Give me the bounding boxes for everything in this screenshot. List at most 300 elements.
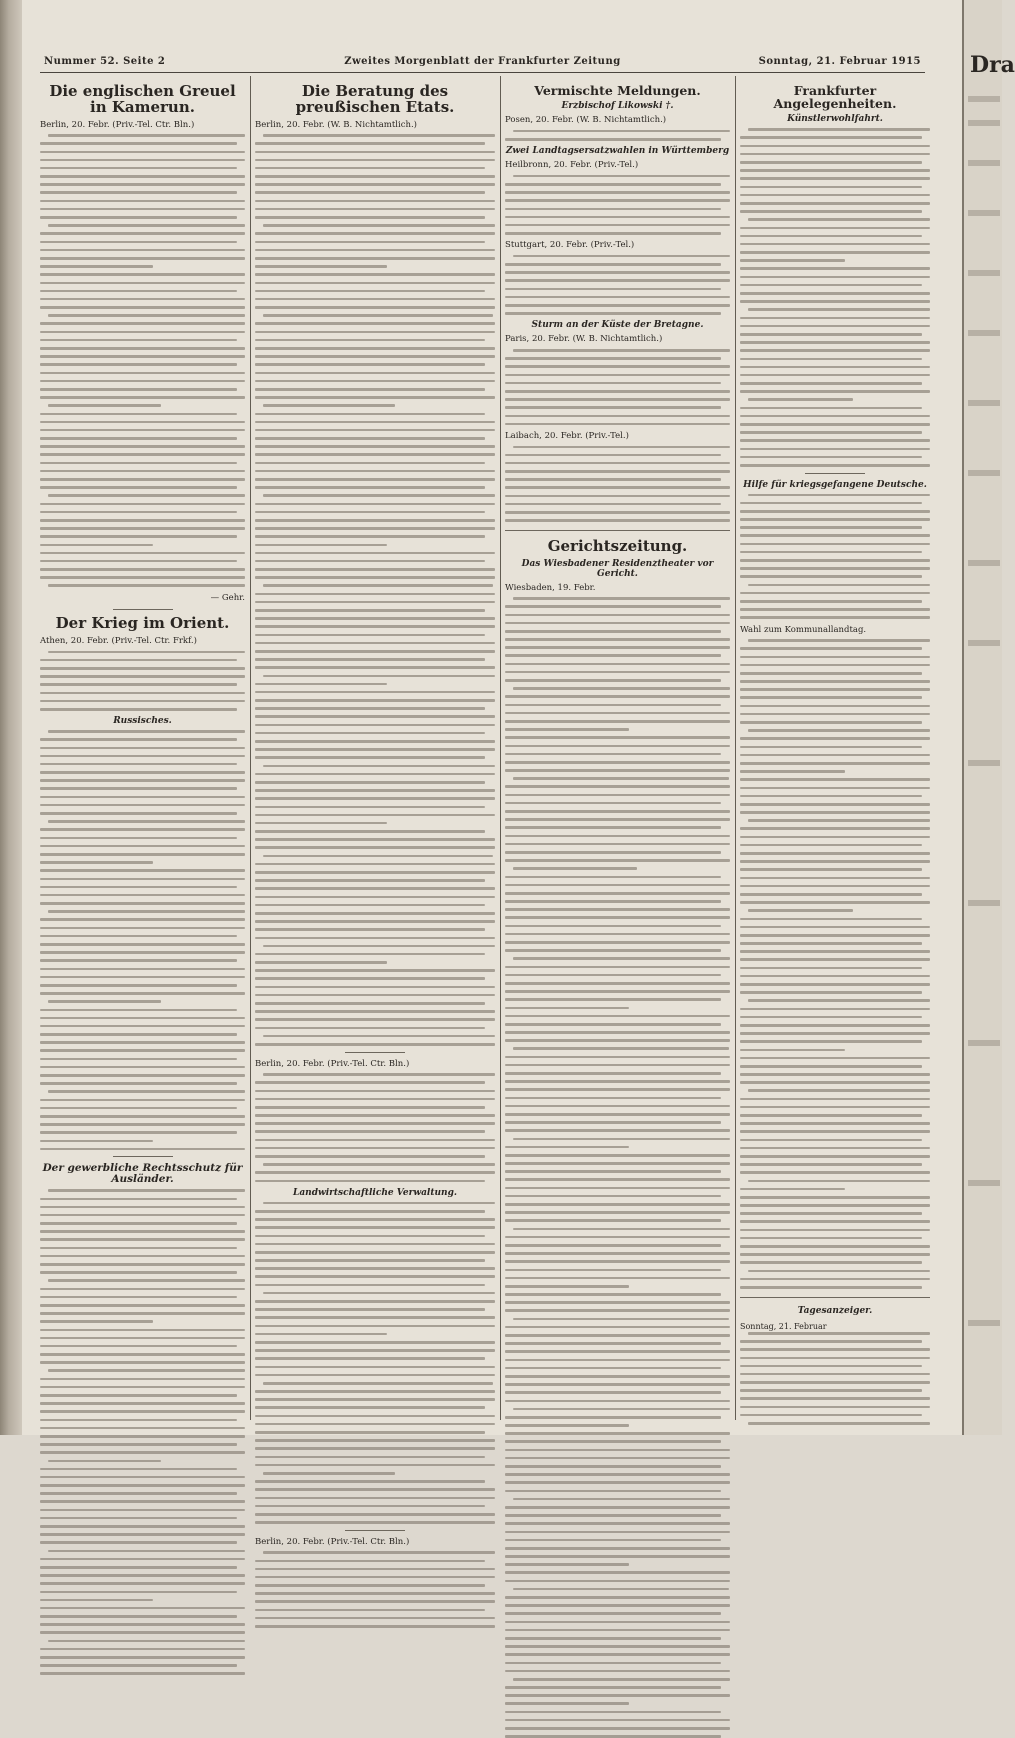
text-line [255, 175, 495, 178]
text-line [255, 1600, 495, 1603]
text-line [48, 1090, 245, 1093]
text-line [505, 990, 730, 993]
text-line [255, 151, 495, 154]
text-line [505, 810, 730, 813]
text-line [740, 616, 930, 619]
text-line [255, 355, 495, 358]
item-body [505, 446, 730, 522]
text-line [40, 659, 237, 662]
text-line [505, 1326, 730, 1329]
text-line [505, 423, 730, 426]
text-line [255, 748, 495, 751]
text-line [255, 388, 485, 391]
text-line [255, 1357, 485, 1360]
text-line [505, 679, 721, 682]
article-body [40, 1189, 245, 1675]
text-line [48, 820, 245, 823]
text-line [255, 1251, 495, 1254]
text-line [255, 298, 495, 301]
text-line [40, 1468, 237, 1471]
text-line [255, 1308, 485, 1311]
text-line [505, 974, 721, 977]
text-line [740, 333, 922, 336]
text-line [255, 1081, 485, 1084]
text-line [40, 1607, 245, 1610]
text-line [740, 827, 930, 830]
text-line [740, 448, 930, 451]
article-body [255, 1202, 495, 1524]
article-body [40, 651, 245, 711]
text-line [513, 349, 730, 352]
text-line [40, 1672, 245, 1675]
text-line [505, 382, 721, 385]
text-line [40, 747, 245, 750]
text-line [40, 861, 153, 864]
divider [505, 530, 730, 531]
text-line [740, 918, 922, 921]
text-line [48, 224, 245, 227]
column-4 [740, 78, 930, 1420]
text-line [255, 421, 495, 424]
text-line [255, 363, 485, 366]
text-line [40, 241, 237, 244]
text-line [505, 1023, 721, 1026]
text-line [255, 986, 495, 989]
text-line [505, 1645, 730, 1648]
item-dateline: Paris, 20. Febr. (W. B. Nichtamtlich.) [505, 334, 663, 345]
text-line [40, 918, 245, 921]
text-line [40, 927, 245, 930]
text-line [40, 1131, 237, 1134]
text-line [255, 1480, 485, 1483]
text-line [505, 1662, 721, 1665]
text-line [48, 314, 245, 317]
text-line [255, 699, 495, 702]
text-line [740, 688, 930, 691]
text-line [748, 639, 930, 642]
text-line [740, 1397, 930, 1400]
text-line [740, 1204, 930, 1207]
text-line [505, 1400, 730, 1403]
text-line [740, 325, 930, 328]
text-line [255, 347, 495, 350]
text-line [255, 904, 485, 907]
text-line [740, 844, 922, 847]
text-line [255, 1464, 495, 1467]
text-line [740, 551, 922, 554]
text-line [505, 966, 730, 969]
text-line [40, 552, 245, 555]
text-line [740, 1106, 930, 1109]
text-line [40, 902, 245, 905]
text-line [505, 1621, 730, 1624]
text-line [505, 486, 730, 489]
text-line [505, 1211, 730, 1214]
text-line [40, 1238, 245, 1241]
text-line [748, 1180, 930, 1183]
text-line [255, 380, 495, 383]
text-line [40, 894, 245, 897]
text-line [505, 138, 721, 141]
text-line [255, 560, 485, 563]
text-line [505, 1113, 730, 1116]
text-line [740, 1171, 930, 1174]
text-line [48, 494, 245, 497]
text-line [40, 853, 245, 856]
text-line [255, 1106, 485, 1109]
text-line [505, 1121, 721, 1124]
text-line [255, 1617, 495, 1620]
text-line [40, 331, 245, 334]
text-line [740, 950, 930, 953]
text-line [255, 265, 387, 268]
text-line [255, 887, 495, 890]
text-line [505, 1236, 730, 1239]
text-line [740, 177, 930, 180]
item-body [740, 494, 930, 619]
text-line [40, 1599, 153, 1602]
text-line [513, 867, 637, 870]
text-line [255, 503, 495, 506]
text-line [505, 511, 730, 514]
text-line [740, 1114, 922, 1117]
next-page-heading: Dra [970, 52, 1015, 78]
page-number: Nummer 52. Seite 2 [44, 56, 166, 67]
text-line [505, 415, 730, 418]
text-line [48, 730, 245, 733]
text-line [505, 1015, 730, 1018]
text-line [255, 1147, 495, 1150]
text-line [505, 1056, 730, 1059]
text-line [40, 1082, 237, 1085]
text-line [40, 445, 245, 448]
text-line [263, 1382, 493, 1385]
text-line [40, 1500, 245, 1503]
text-line [255, 1122, 495, 1125]
text-line [505, 503, 721, 506]
text-line [505, 1686, 721, 1689]
text-line [255, 977, 485, 980]
text-line [40, 1206, 245, 1209]
text-line [40, 560, 237, 563]
text-line [505, 605, 721, 608]
text-line [255, 372, 495, 375]
text-line [505, 1350, 730, 1353]
text-line [740, 1057, 930, 1060]
text-line [40, 1271, 237, 1274]
text-line [255, 142, 485, 145]
text-line [40, 503, 245, 506]
text-line [40, 282, 245, 285]
text-line [748, 819, 930, 822]
article-dateline: Athen, 20. Febr. (Priv.-Tel. Ctr. Frkf.) [40, 636, 197, 646]
text-line [40, 1484, 245, 1487]
text-line [505, 728, 629, 731]
text-line [40, 1574, 245, 1577]
text-line [505, 1342, 721, 1345]
text-line [40, 1198, 237, 1201]
text-line [255, 732, 485, 735]
item-body [740, 639, 930, 1288]
item-body [505, 175, 730, 235]
text-line [740, 803, 930, 806]
item-dateline: Heilbronn, 20. Febr. (Priv.-Tel.) [505, 160, 639, 171]
text-line [740, 349, 930, 352]
text-line [505, 1629, 730, 1632]
text-line [740, 390, 930, 393]
text-line [505, 892, 730, 895]
text-line [40, 1049, 245, 1052]
text-line [740, 366, 930, 369]
text-line [40, 943, 245, 946]
text-line [740, 958, 930, 961]
item-body [740, 128, 930, 466]
text-line [505, 1547, 730, 1550]
text-line [748, 584, 930, 587]
text-line [740, 1139, 922, 1142]
text-line [40, 1435, 245, 1438]
text-line [505, 843, 730, 846]
divider [345, 1052, 405, 1053]
text-line [740, 341, 930, 344]
text-line [40, 511, 237, 514]
text-line [255, 273, 495, 276]
text-line [740, 811, 930, 814]
text-line [740, 877, 930, 880]
text-line [255, 1584, 485, 1587]
text-line [505, 745, 730, 748]
text-line [513, 1138, 730, 1141]
text-line [255, 1415, 495, 1418]
text-line [40, 968, 245, 971]
text-line [740, 1024, 930, 1027]
text-line [513, 777, 729, 780]
text-line [505, 712, 730, 715]
text-line [505, 1719, 730, 1722]
text-line [505, 1007, 629, 1010]
text-line [505, 1285, 629, 1288]
article-dateline: Berlin, 20. Febr. (W. B. Nichtamtlich.) [255, 119, 417, 130]
text-line [505, 1277, 730, 1280]
text-line [740, 721, 922, 724]
text-fragment [968, 1040, 1000, 1046]
text-line [255, 1325, 495, 1328]
text-line [263, 1163, 495, 1166]
text-line [255, 159, 495, 162]
text-line [40, 771, 245, 774]
text-line [505, 941, 730, 944]
text-line [505, 1580, 730, 1583]
text-line [40, 1017, 245, 1020]
text-line [40, 1099, 245, 1102]
text-line [740, 770, 845, 773]
text-line [255, 846, 495, 849]
text-fragment [968, 120, 1000, 126]
text-line [255, 1180, 485, 1183]
text-line [40, 1214, 245, 1217]
text-line [255, 429, 495, 432]
text-line [255, 666, 495, 669]
text-line [255, 437, 485, 440]
text-line [505, 374, 730, 377]
text-line [505, 1702, 629, 1705]
text-line [40, 421, 245, 424]
text-line [40, 159, 245, 162]
text-line [255, 937, 495, 940]
text-line [740, 737, 930, 740]
text-line [505, 1391, 721, 1394]
text-line [740, 1188, 845, 1191]
text-line [40, 453, 245, 456]
text-line [40, 738, 237, 741]
text-line [40, 1427, 245, 1430]
text-line [740, 1016, 922, 1019]
text-line [255, 511, 485, 514]
text-line [505, 1432, 730, 1435]
text-line [255, 1259, 485, 1262]
text-line [513, 1318, 729, 1321]
text-line [740, 567, 930, 570]
text-line [255, 306, 495, 309]
article-subtitle: Landwirtschaftliche Verwaltung. [292, 1187, 458, 1198]
text-line [255, 396, 495, 399]
text-line [255, 658, 485, 661]
text-line [255, 1098, 495, 1101]
text-line [40, 1033, 237, 1036]
text-line [255, 1010, 495, 1013]
text-line [748, 308, 930, 311]
text-line [40, 208, 245, 211]
text-line [40, 1337, 245, 1340]
text-line [740, 1049, 845, 1052]
text-line [40, 191, 237, 194]
text-line [740, 202, 930, 205]
text-line [505, 1088, 730, 1091]
text-line [505, 949, 721, 952]
text-line [513, 597, 730, 600]
article-title: Die Beratung des preußischen Etats. [295, 82, 455, 116]
text-line [255, 797, 495, 800]
text-line [255, 1439, 495, 1442]
text-line [40, 486, 237, 489]
text-line [740, 705, 930, 708]
text-line [255, 1114, 495, 1117]
text-line [505, 191, 730, 194]
text-line [263, 404, 395, 407]
text-line [740, 647, 922, 650]
text-line [505, 1195, 721, 1198]
text-line [40, 1123, 245, 1126]
text-line [255, 1218, 495, 1221]
text-line [48, 1279, 245, 1282]
text-line [40, 1615, 237, 1618]
text-line [255, 830, 485, 833]
text-line [740, 787, 930, 790]
text-line [255, 1235, 485, 1238]
column-rule [735, 76, 736, 1420]
text-line [40, 1074, 245, 1077]
text-line [748, 1332, 930, 1335]
text-line [255, 1002, 485, 1005]
text-line [505, 1596, 730, 1599]
text-line [740, 431, 922, 434]
text-line [740, 795, 922, 798]
text-line [505, 671, 730, 674]
text-line [505, 1162, 730, 1165]
text-line [740, 292, 930, 295]
text-line [40, 675, 245, 678]
text-line [40, 167, 237, 170]
text-line [255, 1210, 485, 1213]
text-line [505, 462, 730, 465]
article-dateline: Berlin, 20. Febr. (Priv.-Tel. Ctr. Bln.) [255, 1536, 410, 1547]
text-line [748, 218, 930, 221]
text-line [255, 1560, 485, 1563]
item-dateline: Posen, 20. Febr. (W. B. Nichtamtlich.) [505, 115, 667, 126]
text-line [740, 1414, 922, 1417]
text-line [505, 232, 721, 235]
text-line [748, 999, 930, 1002]
article-body [255, 134, 495, 1045]
text-line [505, 216, 730, 219]
issue-date: Sonntag, 21. Februar 1915 [758, 56, 921, 67]
text-line [40, 544, 153, 547]
article-body [40, 730, 245, 1150]
text-line [255, 1497, 495, 1500]
text-line [740, 502, 922, 505]
text-line [48, 1369, 245, 1372]
text-line [505, 1334, 730, 1337]
text-line [48, 1460, 161, 1463]
text-line [40, 976, 245, 979]
text-line [263, 494, 495, 497]
item-dateline: Stuttgart, 20. Febr. (Priv.-Tel.) [505, 240, 635, 251]
text-line [740, 983, 930, 986]
text-line [255, 1155, 485, 1158]
text-line [255, 683, 387, 686]
text-line [740, 518, 930, 521]
text-line [255, 691, 495, 694]
text-line [40, 1394, 237, 1397]
text-line [748, 398, 853, 401]
text-line [40, 812, 237, 815]
text-line [255, 879, 485, 882]
text-line [48, 134, 245, 137]
text-line [40, 339, 237, 342]
text-line [740, 543, 930, 546]
newspaper-masthead: Zweites Morgenblatt der Frankfurter Zeitung [344, 56, 621, 67]
text-line [740, 1122, 930, 1125]
text-line [255, 642, 495, 645]
text-line [255, 470, 495, 473]
text-fragment [968, 400, 1000, 406]
text-line [505, 900, 721, 903]
text-line [255, 601, 495, 604]
text-line [255, 331, 495, 334]
text-line [40, 796, 245, 799]
text-line [40, 1345, 237, 1348]
text-line [40, 372, 245, 375]
text-line [255, 322, 495, 325]
text-line [40, 322, 245, 325]
text-line [40, 1263, 245, 1266]
text-line [255, 527, 495, 530]
section-title: Gerichtszeitung. [547, 536, 688, 555]
text-line [48, 1640, 245, 1643]
text-line [513, 175, 730, 178]
text-line [40, 290, 237, 293]
text-line [255, 756, 485, 759]
